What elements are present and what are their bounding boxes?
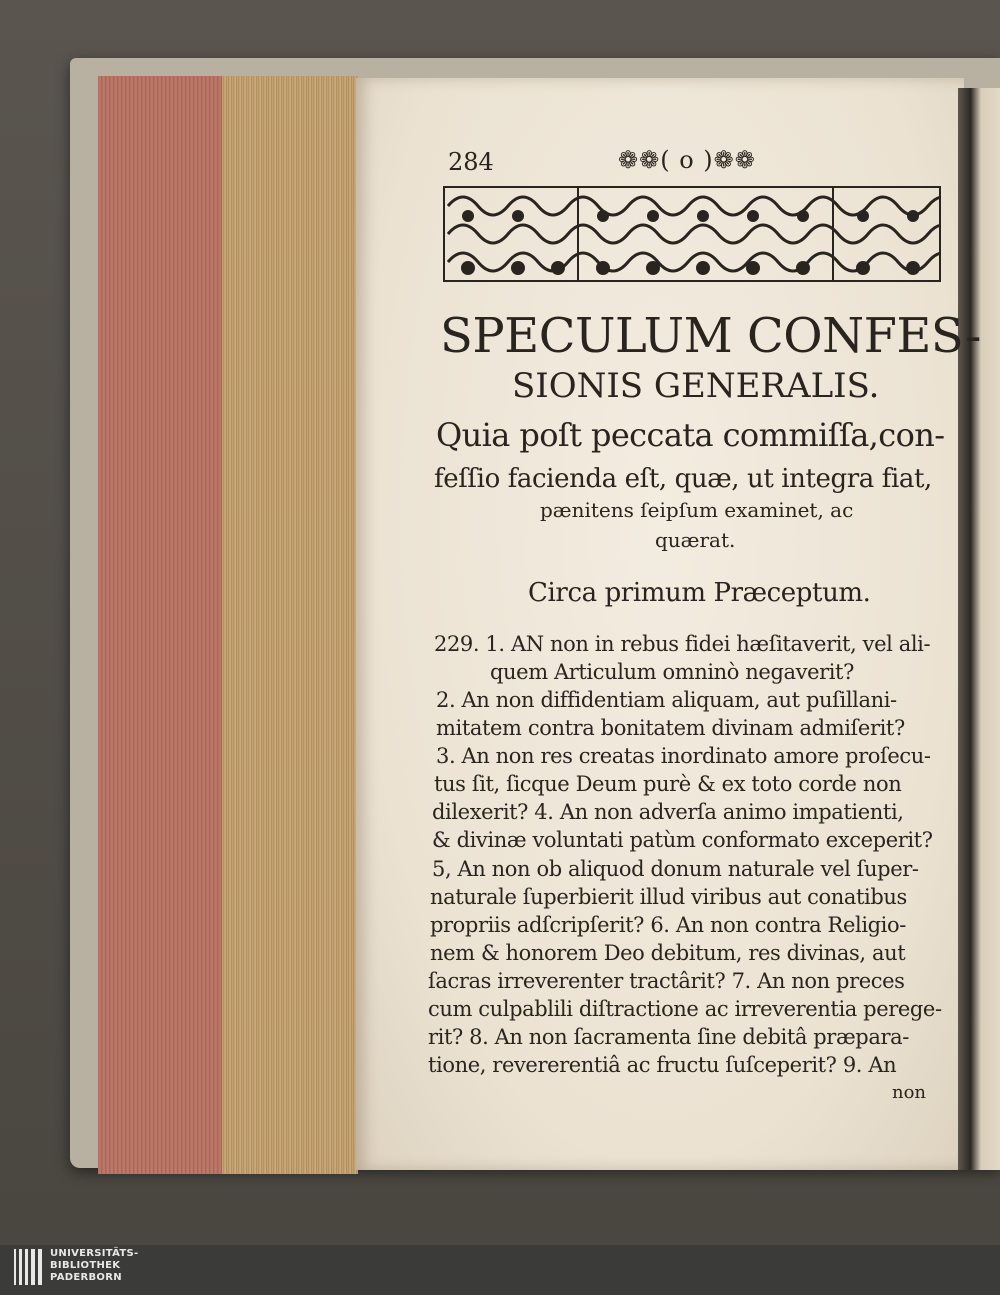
library-footer (0, 1245, 1000, 1295)
running-head: ❁❁( o )❁❁ (618, 146, 756, 174)
subtitle-line: feſſio facienda eſt, quæ, ut integra fiat, (434, 464, 932, 494)
catchword: non (892, 1082, 927, 1103)
body-line: dilexerit? 4. An non adverſa animo impatienti, (432, 800, 904, 824)
body-line: 5, An non ob aliquod donum naturale vel ſuper- (432, 857, 919, 881)
library-name (50, 1248, 139, 1284)
body-line: 229. 1. AN non in rebus fidei hæſitaverit, vel ali- (434, 632, 931, 656)
body-line: ſacras irreverenter tractârit? 7. An non preces (428, 969, 905, 993)
body-line: nem & honorem Deo debitum, res divinas, aut (430, 941, 906, 965)
body-line: propriis adſcripſerit? 6. An non contra Religio- (430, 913, 906, 937)
library-name-line: PADERBORN (50, 1272, 122, 1283)
body-line: naturale ſuperbierit illud viribus aut conatibus (430, 885, 907, 909)
library-logo-icon (14, 1247, 44, 1287)
body-line: 3. An non res creatas inordinato amore proſecu- (436, 744, 931, 768)
body-line: mitatem contra bonitatem divinam admiſerit? (436, 716, 905, 740)
body-line: tione, revererentiâ ac fructu ſuſceperit? 9. An (428, 1053, 897, 1077)
page-edges-gilt (222, 76, 358, 1174)
subtitle-line: pænitens ſeipſum examinet, ac (540, 498, 854, 522)
body-line: 2. An non diffidentiam aliquam, aut puſillani- (436, 688, 897, 712)
page-title-line-2: SIONIS GENERALIS. (512, 366, 880, 406)
body-line: quem Articulum omninò negaverit? (490, 660, 854, 684)
section-heading: Circa primum Præceptum. (528, 578, 871, 608)
book-gutter (958, 88, 1000, 1170)
library-name-line: UNIVERSITÄTS- (50, 1248, 139, 1259)
page-number: 284 (448, 148, 494, 176)
body-line: cum culpablili diſtractione ac irreverentia perege- (428, 997, 942, 1021)
body-line: rit? 8. An non ſacramenta ſine debitâ præpara- (428, 1025, 909, 1049)
body-line: & divinæ voluntati patùm conformato exceperit? (432, 828, 933, 852)
body-line: tus ſit, ſicque Deum purè & ex toto corde non (434, 772, 902, 796)
library-name-line: BIBLIOTHEK (50, 1260, 121, 1271)
subtitle-line: Quia poſt peccata commiſſa,con- (436, 416, 945, 454)
ornament-band-icon (443, 186, 941, 282)
subtitle-line: quærat. (655, 528, 736, 552)
page-title-line-1: SPECULUM CONFES- (440, 308, 981, 364)
page-edges-red (98, 76, 228, 1174)
